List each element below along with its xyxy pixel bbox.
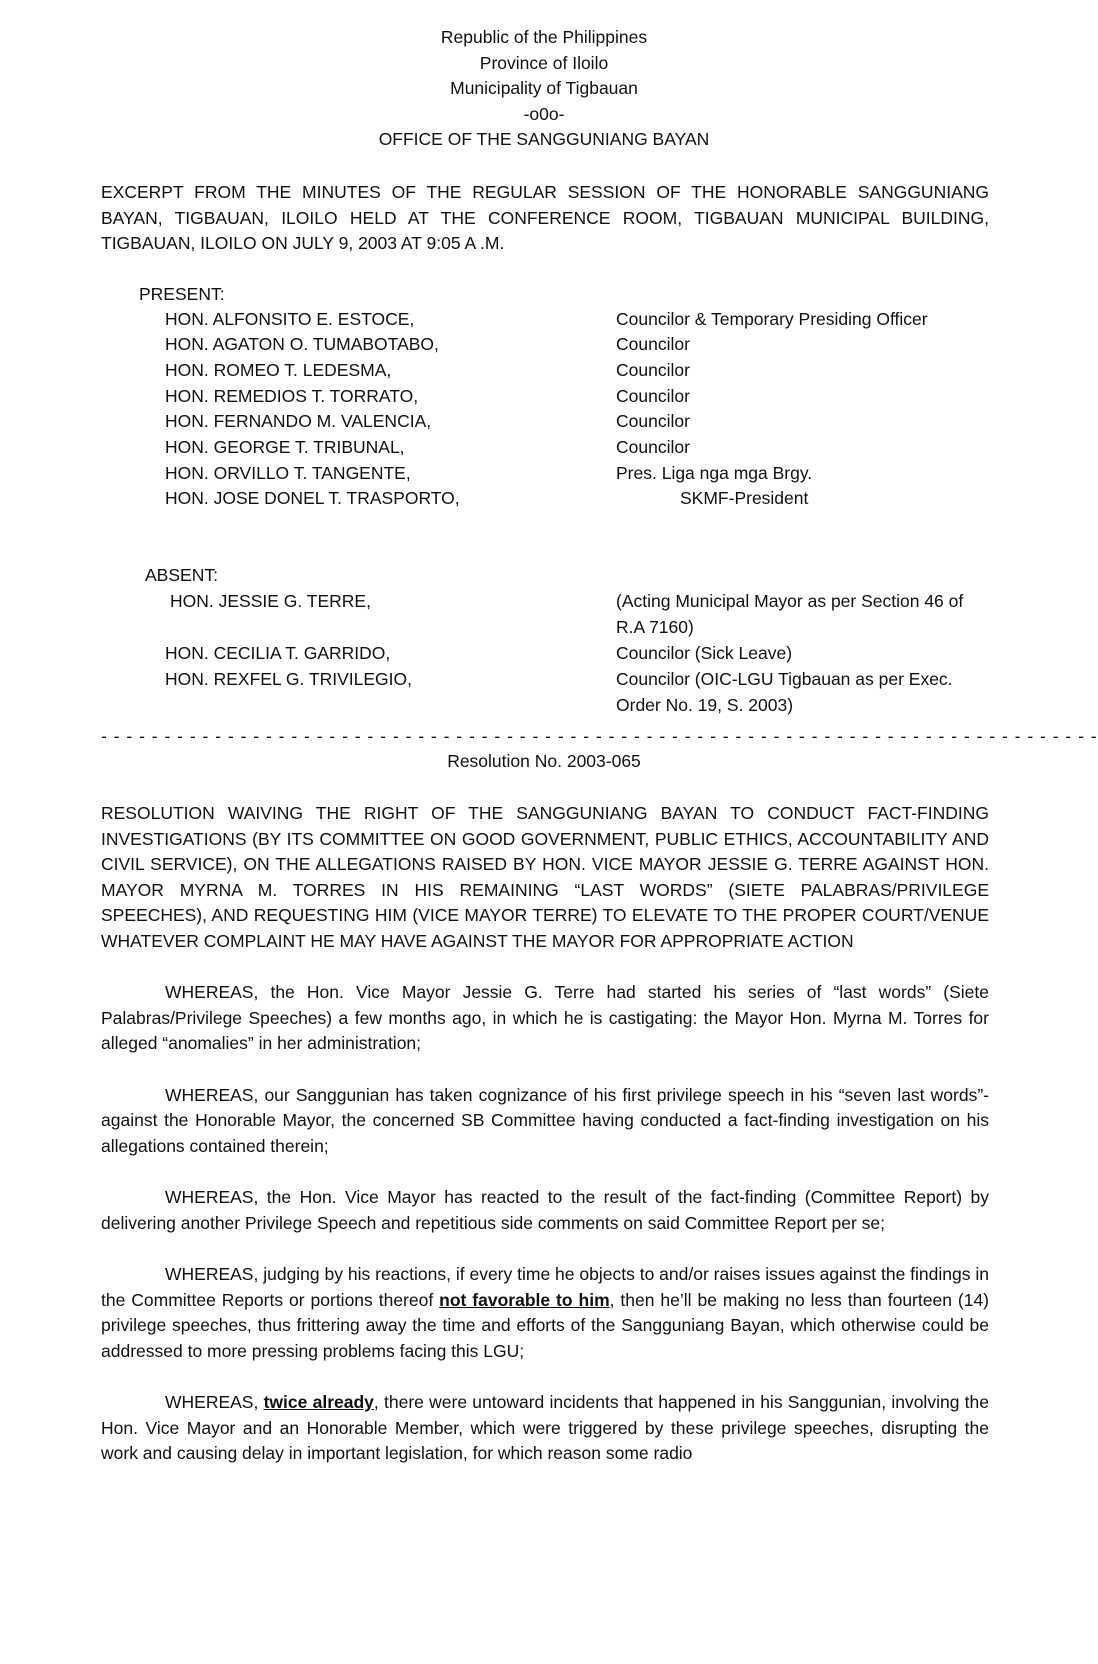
header-republic: Republic of the Philippines: [440, 27, 648, 47]
member-role: SKMF-President: [680, 488, 809, 508]
member-role: Councilor (Sick Leave): [616, 643, 793, 663]
present-row: [0, 384, 1088, 410]
member-name: HON. JESSIE G. TERRE,: [170, 591, 371, 611]
member-role: Councilor: [616, 360, 690, 380]
whereas-5-text-end: , there were untoward incidents that happened in his Sanggunian, involving the Hon. Vice Mayor and an Honorable Member, which were triggered by these privilege speeches, disrupting the work and causing delay in important legislation, for which reason some radio: [101, 1392, 989, 1463]
whereas-paragraph-1: WHEREAS, the Hon. Vice Mayor Jessie G. Terre had started his series of “last words” (Siete Palabras/Privilege Speeches) a few months ago, in which he is castigating: the Mayor Hon. Myrna M. Torres for alleged “anomalies” in her administration;: [101, 982, 989, 1053]
section-divider: - - - - - - - - - - - - - - - - - - - - - - - - - - - - - - - - - - - - - - - - - - - - - - - - - - - - - - - - - - - - - - - - - - - - - - - - - - - - - - -: [101, 726, 1098, 746]
member-role: Councilor (OIC-LGU Tigbauan as per Exec. Order No. 19, S. 2003): [616, 669, 953, 715]
resolution-number: Resolution No. 2003-065: [447, 751, 641, 771]
member-role: Councilor: [616, 386, 690, 406]
present-row: [0, 358, 1088, 384]
member-name: HON. CECILIA T. GARRIDO,: [165, 643, 391, 663]
member-role: (Acting Municipal Mayor as per Section 46 of R.A 7160): [616, 591, 964, 637]
member-name: HON. FERNANDO M. VALENCIA,: [165, 411, 432, 431]
absent-row: [0, 667, 1088, 718]
member-name: HON. ORVILLO T. TANGENTE,: [165, 463, 411, 483]
member-name: HON. GEORGE T. TRIBUNAL,: [165, 437, 405, 457]
whereas-4-text-start: WHEREAS, judging by his reactions, if every time he objects to and/or raises issues against the findings in the Committee Reports or portions thereof: [101, 1264, 989, 1310]
absent-row: [0, 589, 1088, 640]
member-role: Councilor: [616, 411, 690, 431]
letterhead: [0, 25, 1088, 153]
present-row: [0, 409, 1088, 435]
whereas-4-text-end: , then he’ll be making no less than fourteen (14) privilege speeches, thus frittering away the time and efforts of the Sangguniang Bayan, which otherwise could be addressed to more pressing problems facing this LGU;: [101, 1289, 989, 1361]
member-role: Councilor & Temporary Presiding Officer: [616, 309, 928, 329]
absent-heading: ABSENT:: [145, 565, 218, 585]
member-name: HON. ALFONSITO E. ESTOCE,: [165, 309, 415, 329]
present-row: [0, 332, 1088, 358]
emphasis-underlined: not favorable to him: [439, 1289, 610, 1310]
whereas-paragraph-5: [101, 1390, 989, 1467]
whereas-paragraph-3: WHEREAS, the Hon. Vice Mayor has reacted to the result of the fact-finding (Committee Report) by delivering another Privilege Speech and repetitious side comments on said Committee Report per se;: [101, 1187, 989, 1233]
resolution-body: [101, 801, 989, 1467]
header-municipality: Municipality of Tigbauan: [450, 78, 638, 98]
member-name: HON. REXFEL G. TRIVILEGIO,: [165, 669, 412, 689]
minutes-excerpt: EXCERPT FROM THE MINUTES OF THE REGULAR SESSION OF THE HONORABLE SANGGUNIANG BAYAN, TIGBAUAN, ILOILO HELD AT THE CONFERENCE ROOM, TIGBAUAN MUNICIPAL BUILDING, TIGBAUAN, ILOILO ON JULY 9, 2003 AT 9:05 A .M.: [101, 182, 989, 253]
present-heading: PRESENT:: [139, 284, 225, 304]
resolution-title: RESOLUTION WAIVING THE RIGHT OF THE SANGGUNIANG BAYAN TO CONDUCT FACT-FINDING INVESTIGATIONS (BY ITS COMMITTEE ON GOOD GOVERNMENT, PUBLIC ETHICS, ACCOUNTABILITY AND CIVIL SERVICE), ON THE ALLEGATIONS RAISED BY HON. VICE MAYOR JESSIE G. TERRE AGAINST HON. MAYOR MYRNA M. TORRES IN HIS REMAINING “LAST WORDS” (SIETE PALABRAS/PRIVILEGE SPEECHES), AND REQUESTING HIM (VICE MAYOR TERRE) TO ELEVATE TO THE PROPER COURT/VENUE WHATEVER COMPLAINT HE MAY HAVE AGAINST THE MAYOR FOR APPROPRIATE ACTION: [101, 803, 989, 951]
present-row: [0, 486, 1088, 512]
present-row: [0, 461, 1088, 487]
absent-row: [0, 641, 1088, 667]
header-province: Province of Iloilo: [479, 52, 609, 73]
emphasis-underlined: twice already: [263, 1392, 374, 1412]
whereas-paragraph-2: WHEREAS, our Sanggunian has taken cognizance of his first privilege speech in his “seven last words”- against the Honorable Mayor, the concerned SB Committee having conducted a fact-finding investigation on his allegations contained therein;: [101, 1084, 989, 1156]
header-separator: -o0o-: [523, 103, 565, 124]
member-name: HON. ROMEO T. LEDESMA,: [165, 360, 392, 380]
member-name: HON. REMEDIOS T. TORRATO,: [165, 386, 419, 406]
member-role: Councilor: [616, 437, 690, 457]
present-row: [0, 435, 1088, 461]
whereas-paragraph-4: [101, 1262, 989, 1364]
member-name: HON. JOSE DONEL T. TRASPORTO,: [165, 488, 460, 508]
member-role: Pres. Liga nga mga Brgy.: [616, 463, 813, 483]
member-role: Councilor: [616, 334, 690, 354]
present-row: [0, 307, 1088, 333]
whereas-5-text-start: WHEREAS,: [165, 1392, 264, 1412]
member-name: HON. AGATON O. TUMABOTABO,: [165, 334, 439, 354]
header-office: OFFICE OF THE SANGGUNIANG BAYAN: [378, 129, 710, 149]
